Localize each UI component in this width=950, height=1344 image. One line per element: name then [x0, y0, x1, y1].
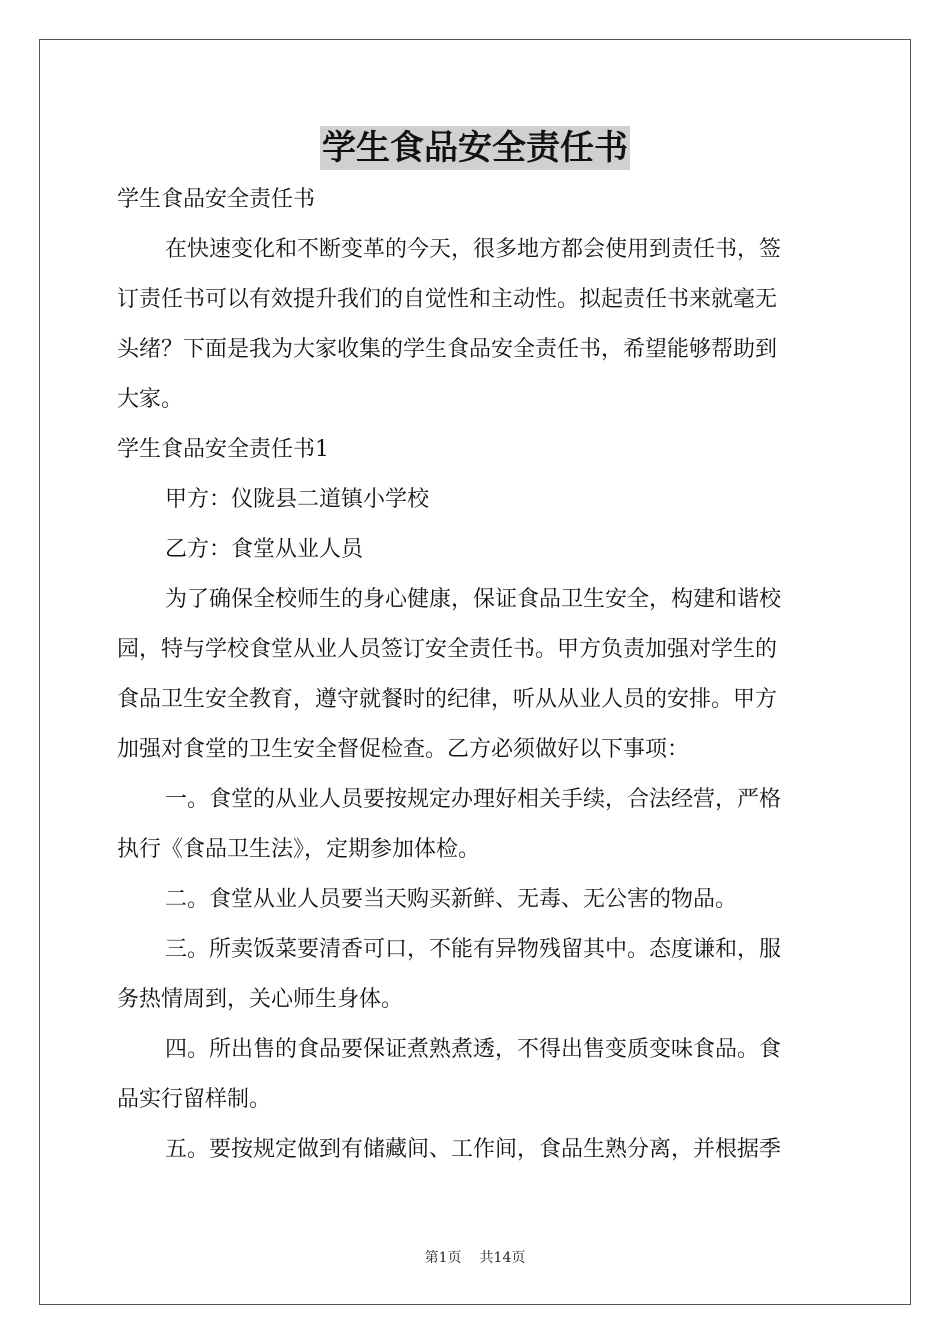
document-body: [117, 175, 833, 1175]
text-line: 学生食品安全责任书1: [117, 437, 329, 462]
text-line: 为了确保全校师生的身心健康，保证食品卫生安全，构建和谐校: [165, 587, 782, 612]
text-line: 加强对食堂的卫生安全督促检查。乙方必须做好以下事项：: [117, 737, 690, 762]
page-footer: [0, 1248, 950, 1268]
text-line: 园，特与学校食堂从业人员签订安全责任书。甲方负责加强对学生的: [117, 637, 778, 662]
page-number: 第1页: [424, 1250, 462, 1266]
text-line: 一。食堂的从业人员要按规定办理好相关手续，合法经营，严格: [165, 787, 782, 812]
text-line: 食品卫生安全教育，遵守就餐时的纪律，听从从业人员的安排。甲方: [117, 687, 778, 712]
text-line: 五。要按规定做到有储藏间、工作间，食品生熟分离，并根据季: [165, 1137, 782, 1162]
text-line: 甲方：仪陇县二道镇小学校: [165, 487, 430, 512]
text-line: 在快速变化和不断变革的今天，很多地方都会使用到责任书，签: [165, 237, 782, 262]
document-title: 学生食品安全责任书: [322, 128, 628, 168]
text-line: 执行《食品卫生法》，定期参加体检。: [117, 837, 481, 862]
text-line: 品实行留样制。: [117, 1087, 272, 1112]
text-line: 乙方：食堂从业人员: [165, 537, 364, 562]
text-line: 务热情周到，关心师生身体。: [117, 987, 404, 1012]
title-container: [0, 126, 950, 170]
text-line: 三。所卖饭菜要清香可口，不能有异物残留其中。态度谦和，服: [165, 937, 782, 962]
text-line: 四。所出售的食品要保证煮熟煮透，不得出售变质变味食品。食: [165, 1037, 782, 1062]
text-line: 学生食品安全责任书: [117, 187, 316, 212]
text-line: 头绪？下面是我为大家收集的学生食品安全责任书，希望能够帮助到: [117, 337, 778, 362]
page-total: 共14页: [479, 1250, 526, 1266]
text-line: 大家。: [117, 387, 184, 412]
text-line: 订责任书可以有效提升我们的自觉性和主动性。拟起责任书来就毫无: [117, 287, 778, 312]
text-line: 二。食堂从业人员要当天购买新鲜、无毒、无公害的物品。: [165, 887, 738, 912]
